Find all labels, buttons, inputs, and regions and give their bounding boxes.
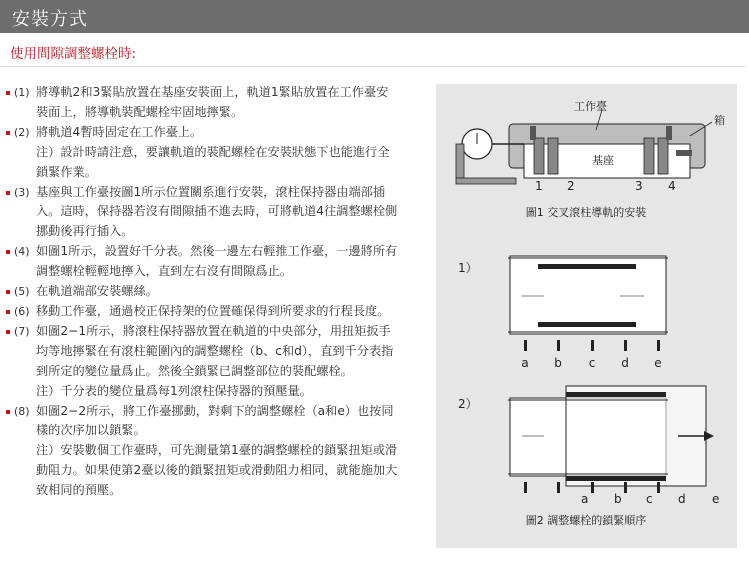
step-text: 如圖2−2所示，將工作臺挪動，對剩下的調整螺栓（a和e）也按同樣的次序加以鎖緊。 (36, 403, 394, 438)
bolt-label-c: c (588, 356, 596, 370)
bolt-a-pos1 (524, 340, 527, 351)
step-text: 在軌道端部安裝螺絲。 (36, 284, 158, 299)
rail-4 (658, 138, 668, 174)
bullet-marker (6, 330, 10, 334)
figure-panel (436, 84, 737, 548)
bolt-d-pos1 (624, 340, 627, 351)
step-note: 注）安裝數個工作臺時，可先測量第1臺的調整螺栓的鎖緊扭矩或滑動阻力。如果使第2臺以後的鎖緊扭矩或滑動阻力相同，就能施加大致相同的預壓。 (36, 443, 398, 498)
bolt-e-pos1 (657, 340, 660, 351)
roller-cage-top-2 (566, 392, 666, 397)
rail-number-3: 3 (635, 179, 643, 193)
step-number: (6) (14, 304, 30, 318)
step-note: 注）千分表的變位量爲每1列滾柱保持器的預壓量。 (36, 383, 312, 398)
label-table: 工作臺 (574, 100, 607, 113)
bolt-label-a: a (521, 356, 529, 370)
bolt-label-b: b (554, 356, 562, 370)
bolt-label-b: b (614, 492, 622, 506)
step-text: 如圖2−1所示，將滾柱保持器放置在軌道的中央部分，用扭矩扳手均等地擰緊在有滾柱範圍內的調整螺栓（b、c和d），直到千分表指到所定的變位量爲止。然後全鎖緊已調整部位的裝配螺栓。 (36, 323, 394, 378)
label-base: 基座 (592, 154, 614, 167)
mount-bolt (530, 126, 536, 140)
step-item-3 (6, 183, 398, 243)
bolt-c-pos1 (591, 340, 594, 351)
step-item-1 (6, 83, 398, 123)
figure2-diagram (458, 256, 719, 527)
roller-cage-bottom (538, 322, 636, 327)
bolt-label-d: d (621, 356, 629, 370)
instruction-list (6, 83, 398, 501)
bolt-label-c: c (646, 492, 653, 506)
section-divider (0, 66, 745, 67)
step-item-8 (6, 402, 398, 502)
step-item-6 (6, 302, 398, 322)
step-text: 如圖1所示，設置好千分表。然後一邊左右輕推工作臺，一邊將所有調整螺栓輕輕地擰入，直到左右沒有間隙爲止。 (36, 244, 398, 279)
figure2-caption: 圖2 調整螺栓的鎖緊順序 (525, 514, 647, 527)
step-item-7 (6, 322, 398, 402)
bolt-b-pos2 (557, 482, 560, 493)
rail-number-4: 4 (668, 179, 676, 193)
bolt-label-d: d (678, 492, 686, 506)
step-number: (2) (14, 125, 30, 139)
rail-3 (644, 138, 654, 174)
bolt-e-pos2 (657, 482, 660, 493)
page-title: 安裝方式 (12, 9, 88, 30)
step-item-4 (6, 242, 398, 282)
step-number: (7) (14, 324, 30, 338)
bullet-marker (6, 191, 10, 195)
bolt-d-pos2 (624, 482, 627, 493)
step-text: 將軌道4暫時固定在工作臺上。 (36, 124, 203, 139)
bolt-label-e: e (712, 492, 720, 506)
move-arrow-icon (704, 431, 714, 441)
figure2-step1-label: 1） (458, 261, 478, 275)
bullet-marker (6, 310, 10, 314)
roller-cage-bottom-2 (566, 476, 666, 481)
gauge-stand (456, 144, 464, 178)
label-box: 箱 (714, 114, 725, 127)
rail-number-2: 2 (567, 179, 575, 193)
rail-1 (534, 138, 544, 174)
step-item-2 (6, 123, 398, 183)
bolt-b-pos1 (557, 340, 560, 351)
step-text: 移動工作臺，通過校正保持架的位置確保得到所要求的行程長度。 (36, 303, 390, 318)
bolt-c-pos2 (591, 482, 594, 493)
step-number: (8) (14, 404, 30, 418)
gauge-base (456, 178, 516, 184)
step-number: (1) (14, 86, 30, 99)
bolt-label-a: a (581, 492, 589, 506)
rail-number-1: 1 (535, 179, 543, 193)
step-number: (4) (14, 245, 30, 259)
bullet-marker (6, 290, 10, 294)
rail-2 (548, 138, 558, 174)
step-item-5 (6, 282, 398, 302)
bullet-marker (6, 250, 10, 254)
figure1-diagram (456, 99, 725, 219)
step-number: (3) (14, 185, 30, 199)
adjustment-bolt (676, 150, 692, 156)
step-number: (5) (14, 285, 30, 299)
step-note: 注）設計時請注意，要讓軌道的裝配螺栓在安裝狀態下也能進行全鎖緊作業。 (36, 144, 390, 179)
figure1-caption: 圖1 交叉滾柱導軌的安裝 (525, 206, 647, 219)
bolt-a-pos2 (524, 482, 527, 493)
step-text: 基座與工作臺按圖1所示位置關系進行安裝，滾柱保持器由端部插入。這時，保持器若沒有間隙插不進去時，可將軌道4往調整螺栓側挪動後再行插入。 (36, 184, 398, 239)
bullet-marker (6, 91, 10, 95)
bullet-marker (6, 410, 10, 414)
bolt-label-e: e (654, 356, 662, 370)
figures-svg (436, 84, 737, 548)
header-bar (0, 0, 749, 33)
roller-cage-top (538, 264, 636, 269)
bullet-marker (6, 131, 10, 135)
figure2-step2-label: 2） (458, 397, 478, 411)
step-text: 將導軌2和3緊貼放置在基座安裝面上，軌道1緊貼放置在工作臺安裝面上，將導軌裝配螺栓牢固地擰緊。 (36, 85, 389, 119)
mount-bolt (666, 126, 672, 140)
section-subtitle: 使用間隙調整螺栓時: (10, 46, 137, 62)
